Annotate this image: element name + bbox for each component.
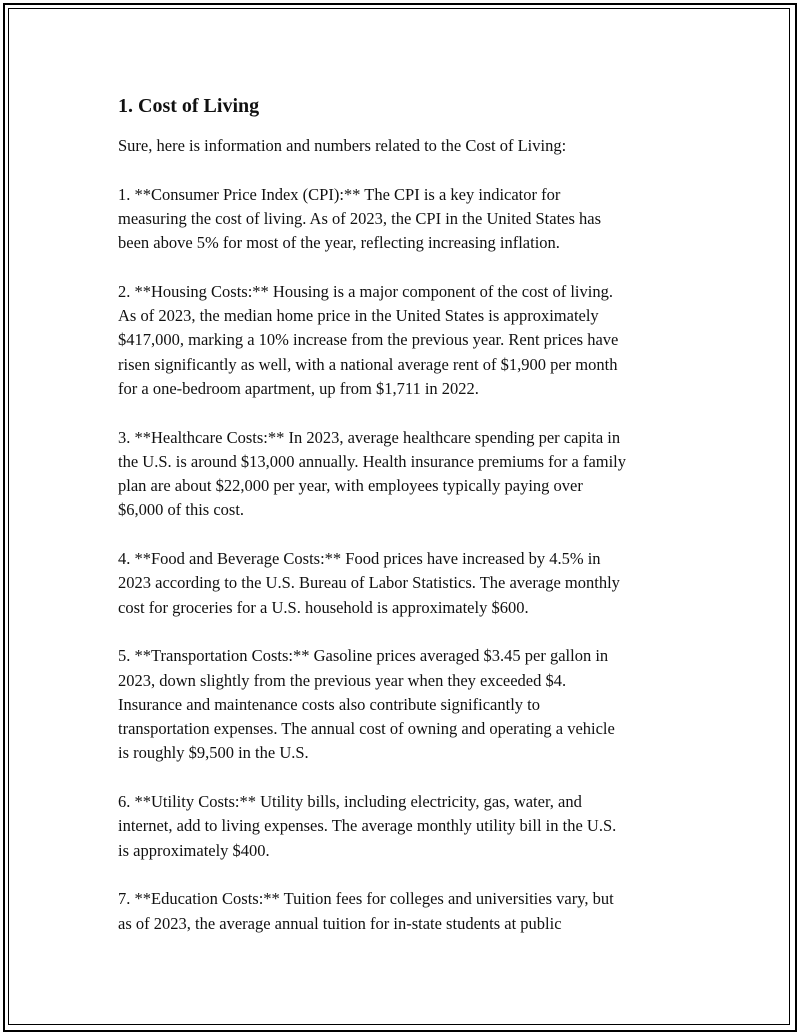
document-body	[118, 92, 693, 960]
food-paragraph: 4. **Food and Beverage Costs:** Food prices have increased by 4.5% in 2023 according to the U.S. Bureau of Labor Statistics. The average monthly cost for groceries for a U.S. household is approximately $600.	[118, 549, 620, 617]
cpi-paragraph: 1. **Consumer Price Index (CPI):** The CPI is a key indicator for measuring the cost of living. As of 2023, the CPI in the United States has been above 5% for most of the year, reflecting increasing inflation.	[118, 184, 602, 253]
section-heading: 1. Cost of Living	[118, 95, 260, 117]
housing-paragraph: 2. **Housing Costs:** Housing is a major component of the cost of living. As of 2023, the median home price in the United States is approximately $417,000, marking a 10% increase from the previous year. Rent prices have risen significantly as well, with a national average rent of $1,900 per month for a one-bedroom apartment, up from $1,711 in 2022.	[118, 281, 619, 398]
transportation-paragraph: 5. **Transportation Costs:** Gasoline prices averaged $3.45 per gallon in 2023, down slightly from the previous year when they exceeded $4. Insurance and maintenance costs also contribute significantly to transportation expenses. The annual cost of owning and operating a vehicle is roughly $9,500 in the U.S.	[118, 646, 615, 763]
education-paragraph: 7. **Education Costs:** Tuition fees for colleges and universities vary, but as of 2023, the average annual tuition for in-state students at public	[118, 889, 614, 933]
intro-paragraph: Sure, here is information and numbers related to the Cost of Living:	[118, 136, 567, 155]
utility-paragraph: 6. **Utility Costs:** Utility bills, including electricity, gas, water, and internet, add to living expenses. The average monthly utility bill in the U.S. is approximately $400.	[118, 792, 617, 860]
healthcare-paragraph: 3. **Healthcare Costs:** In 2023, average healthcare spending per capita in the U.S. is around $13,000 annually. Health insurance premiums for a family plan are about $22,000 per year, with employees typically paying over $6,000 of this cost.	[118, 427, 627, 520]
